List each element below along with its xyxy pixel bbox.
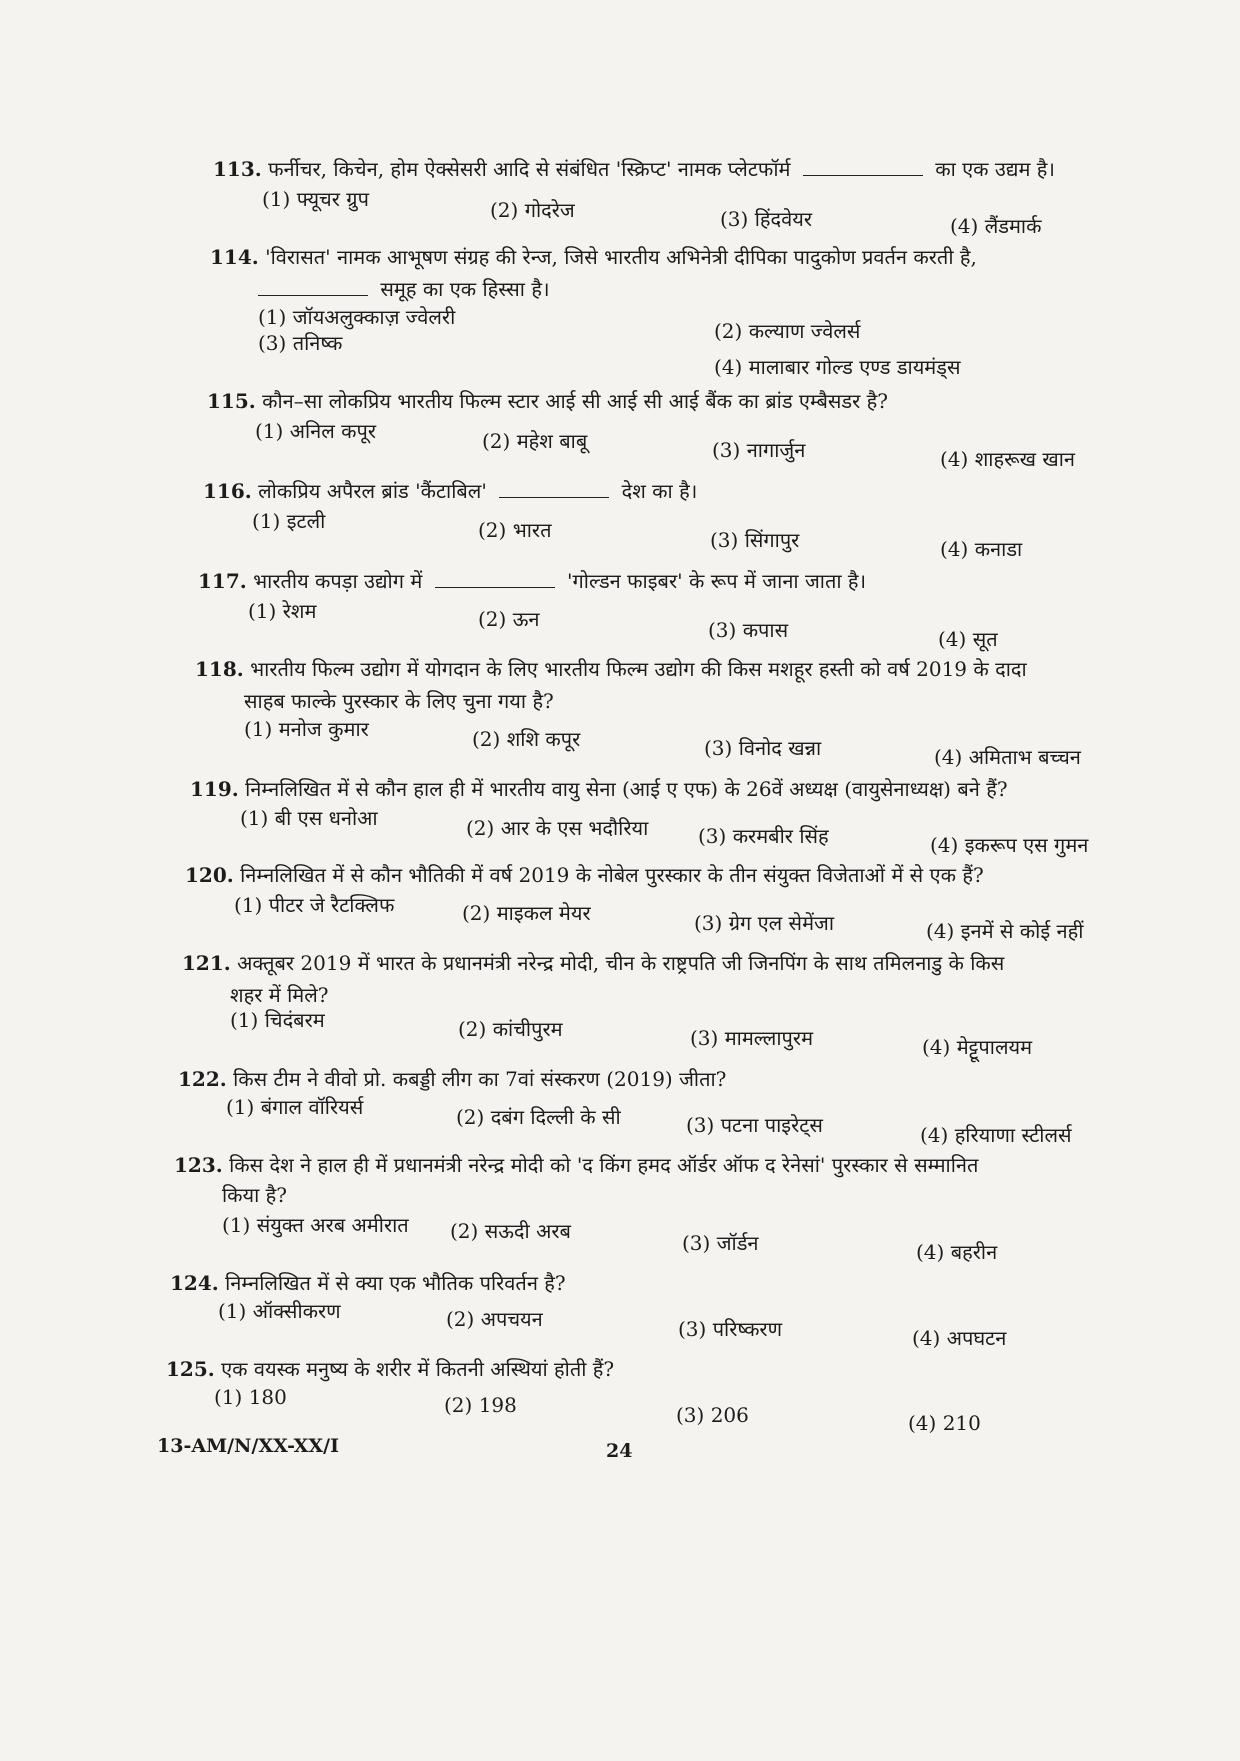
option-116-3: (3) सिंगापुर bbox=[710, 528, 800, 552]
option-121-1: (1) चिदंबरम bbox=[230, 1008, 325, 1032]
option-116-2: (2) भारत bbox=[478, 518, 552, 542]
option-119-2: (2) आर के एस भदौरिया bbox=[466, 816, 649, 840]
option-119-4: (4) इकरूप एस गुमन bbox=[930, 833, 1089, 857]
option-114-4: (4) मालाबार गोल्ड एण्ड डायमंड्स bbox=[714, 355, 961, 379]
option-120-4: (4) इनमें से कोई नहीं bbox=[926, 919, 1084, 943]
option-117-2: (2) ऊन bbox=[478, 607, 540, 631]
option-125-4: (4) 210 bbox=[908, 1411, 981, 1435]
question-115: 115. कौन–सा लोकप्रिय भारतीय फिल्म स्टार आई सी आई सी आई बैंक का ब्रांड एम्बैसडर है? bbox=[207, 389, 888, 413]
option-125-1: (1) 180 bbox=[214, 1385, 287, 1409]
option-118-4: (4) अमिताभ बच्चन bbox=[934, 745, 1081, 769]
option-123-1: (1) संयुक्त अरब अमीरात bbox=[222, 1213, 409, 1237]
option-115-1: (1) अनिल कपूर bbox=[255, 419, 377, 443]
option-118-2: (2) शशि कपूर bbox=[472, 727, 581, 751]
option-115-4: (4) शाहरूख खान bbox=[940, 447, 1075, 471]
question-114: 114. 'विरासत' नामक आभूषण संग्रह की रेन्ज, जिसे भारतीय अभिनेत्री दीपिका पादुकोण प्रवर्तन करती है, bbox=[210, 245, 977, 269]
option-123-4: (4) बहरीन bbox=[916, 1240, 998, 1264]
option-116-4: (4) कनाडा bbox=[940, 537, 1023, 561]
paper-code: 13-AM/N/XX-XX/I bbox=[157, 1435, 339, 1457]
question-113: 113. फर्नीचर, किचेन, होम ऐक्सेसरी आदि से संबंधित 'स्क्रिप्ट' नामक प्लेटफॉर्म का एक उद्यम है। bbox=[213, 157, 1055, 181]
answer-blank bbox=[803, 157, 923, 176]
question-118: 118. भारतीय फिल्म उद्योग में योगदान के लिए भारतीय फिल्म उद्योग की किस मशहूर हस्ती को वर्ष 2019 के दादा bbox=[195, 657, 1027, 681]
question-120: 120. निम्नलिखित में से कौन भौतिकी में वर्ष 2019 के नोबेल पुरस्कार के तीन संयुक्त विजेताओं में से एक हैं? bbox=[185, 863, 984, 887]
question-125: 125. एक वयस्क मनुष्य के शरीर में कितनी अस्थियां होती हैं? bbox=[166, 1357, 615, 1381]
answer-blank bbox=[258, 277, 368, 296]
option-119-1: (1) बी एस धनोआ bbox=[240, 806, 378, 830]
option-117-1: (1) रेशम bbox=[248, 599, 317, 623]
option-121-2: (2) कांचीपुरम bbox=[458, 1017, 563, 1041]
option-113-4: (4) लैंडमार्क bbox=[950, 214, 1042, 238]
option-122-2: (2) दबंग दिल्ली के सी bbox=[456, 1105, 621, 1129]
option-125-2: (2) 198 bbox=[444, 1393, 517, 1417]
option-120-1: (1) पीटर जे रैटक्लिफ bbox=[234, 893, 395, 917]
question-116: 116. लोकप्रिय अपैरल ब्रांड 'कैंटाबिल' देश का है। bbox=[203, 479, 698, 503]
option-115-3: (3) नागार्जुन bbox=[712, 438, 806, 462]
question-121: 121. अक्तूबर 2019 में भारत के प्रधानमंत्री नरेन्द्र मोदी, चीन के राष्ट्रपति जी जिनपिंग के साथ तमिलनाडु के किस bbox=[182, 951, 1005, 975]
question-119: 119. निम्नलिखित में से कौन हाल ही में भारतीय वायु सेना (आई ए एफ) के 26वें अध्यक्ष (वायुसेनाध्यक्ष) बने हैं? bbox=[190, 777, 1008, 801]
option-121-3: (3) मामल्लापुरम bbox=[690, 1026, 814, 1050]
option-120-3: (3) ग्रेग एल सेमेंजा bbox=[694, 911, 835, 935]
question-122: 122. किस टीम ने वीवो प्रो. कबड्डी लीग का 7वां संस्करण (2019) जीता? bbox=[178, 1067, 727, 1091]
option-121-4: (4) मेट्टूपालयम bbox=[922, 1035, 1033, 1059]
option-118-1: (1) मनोज कुमार bbox=[244, 717, 369, 741]
option-113-3: (3) हिंदवेयर bbox=[720, 207, 813, 231]
question-123-line2: किया है? bbox=[222, 1183, 288, 1207]
option-124-4: (4) अपघटन bbox=[912, 1326, 1007, 1350]
option-117-4: (4) सूत bbox=[938, 627, 998, 651]
option-124-2: (2) अपचयन bbox=[446, 1307, 543, 1331]
option-123-2: (2) सऊदी अरब bbox=[450, 1219, 571, 1243]
question-124: 124. निम्नलिखित में से क्या एक भौतिक परिवर्तन है? bbox=[170, 1271, 566, 1295]
option-124-1: (1) ऑक्सीकरण bbox=[218, 1299, 341, 1323]
question-114-line2: समूह का एक हिस्सा है। bbox=[258, 276, 550, 302]
question-121-line2: शहर में मिले? bbox=[230, 983, 329, 1007]
page-number: 24 bbox=[606, 1440, 633, 1462]
option-114-3: (3) तनिष्क bbox=[258, 331, 343, 355]
option-122-3: (3) पटना पाइरेट्स bbox=[686, 1113, 823, 1137]
option-125-3: (3) 206 bbox=[676, 1403, 749, 1427]
option-124-3: (3) परिष्करण bbox=[678, 1317, 783, 1341]
answer-blank bbox=[435, 569, 555, 588]
option-122-4: (4) हरियाणा स्टीलर्स bbox=[920, 1123, 1072, 1147]
option-114-2: (2) कल्याण ज्वेलर्स bbox=[714, 319, 861, 343]
option-123-3: (3) जॉर्डन bbox=[682, 1231, 759, 1255]
option-117-3: (3) कपास bbox=[708, 618, 789, 642]
option-122-1: (1) बंगाल वॉरियर्स bbox=[226, 1095, 364, 1119]
option-120-2: (2) माइकल मेयर bbox=[462, 901, 591, 925]
answer-blank bbox=[499, 479, 609, 498]
question-118-line2: साहब फाल्के पुरस्कार के लिए चुना गया है? bbox=[244, 689, 554, 713]
option-113-2: (2) गोदरेज bbox=[490, 198, 575, 222]
option-113-1: (1) फ्यूचर ग्रुप bbox=[262, 187, 369, 211]
question-123: 123. किस देश ने हाल ही में प्रधानमंत्री नरेन्द्र मोदी को 'द किंग हमद ऑर्डर ऑफ द रेनेसां' पुरस्कार से सम्मानित bbox=[174, 1153, 979, 1177]
option-119-3: (3) करमबीर सिंह bbox=[698, 824, 829, 848]
option-116-1: (1) इटली bbox=[252, 509, 326, 533]
option-115-2: (2) महेश बाबू bbox=[482, 429, 588, 453]
option-118-3: (3) विनोद खन्ना bbox=[704, 736, 822, 760]
option-114-1: (1) जॉयअलुक्काज़ ज्वेलरी bbox=[258, 305, 456, 329]
question-117: 117. भारतीय कपड़ा उद्योग में 'गोल्डन फाइबर' के रूप में जाना जाता है। bbox=[198, 569, 867, 593]
